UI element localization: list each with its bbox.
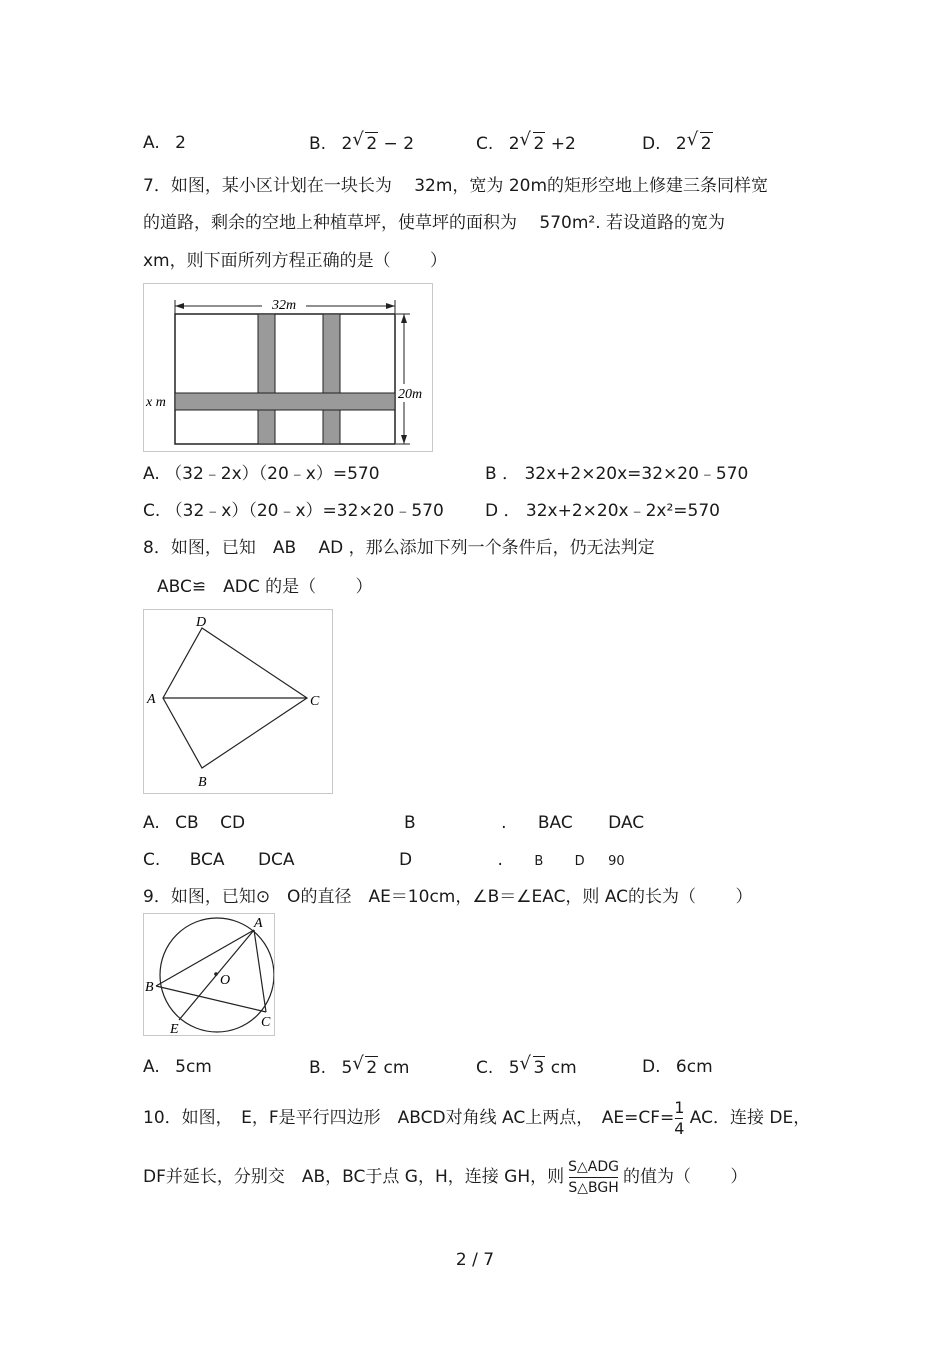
ratio-numerator: S△ADG (568, 1158, 619, 1175)
vertex-a-label: A (147, 692, 156, 707)
q10-line-2 (143, 1155, 747, 1199)
page-number: 2 / 7 (455, 1250, 495, 1270)
q10-line-1-tail: AC．连接 DE， (684, 1108, 811, 1128)
radicand: 3 (533, 1058, 545, 1078)
q9-line-1: 9．如图，已知⊙ O的直径 AE＝10cm，∠B＝∠EAC，则 AC的长为（ ） (143, 887, 753, 907)
option-label: A. (143, 1057, 160, 1077)
option-label: B. (309, 1058, 327, 1078)
option-coef: 2 (675, 134, 687, 154)
sqrt-expression: √ 3 (519, 1053, 545, 1078)
fraction-one-quarter (674, 1098, 684, 1139)
option-label: B (404, 813, 416, 833)
option-term: DAC (608, 813, 645, 833)
q10-line-1-text: 10．如图， E，F是平行四边形 ABCD对角线 AC上两点， AE=CF= (143, 1108, 675, 1128)
q6-option-b (309, 129, 415, 155)
option-coef: 2 (508, 134, 520, 154)
option-label: C. (476, 1058, 494, 1078)
option-label: D. (642, 1057, 661, 1077)
sqrt-expression: √ 2 (519, 129, 545, 154)
radicand: 2 (700, 134, 712, 154)
q6-option-c (476, 129, 576, 155)
option-label: D (399, 850, 413, 870)
q9-circle-figure (143, 913, 275, 1036)
rectangle-field (175, 314, 395, 444)
option-term: BCA (189, 850, 225, 870)
q7-line-2: 的道路，剩余的空地上种植草坪，使草坪的面积为 570m². 若设道路的宽为 (143, 213, 726, 233)
q7-option-c: C. （32﹣x）（20﹣x）=32×20﹣570 (143, 501, 444, 521)
label-xm: x m (146, 395, 166, 410)
q7-option-b: B ． 32x+2×20x=32×20﹣570 (485, 464, 749, 484)
point-b-label: B (145, 980, 154, 995)
q7-line-3: xm，则下面所列方程正确的是（ ） (143, 251, 448, 271)
option-term: BAC (537, 813, 573, 833)
vertex-d-label: D (196, 615, 207, 630)
q6-option-a (143, 132, 186, 154)
q8-option-c (143, 849, 295, 871)
option-label: C. (143, 850, 161, 870)
option-term: CB (175, 813, 199, 833)
q8-option-d (399, 849, 625, 873)
q10-line-1 (143, 1096, 810, 1140)
center-point (214, 972, 218, 976)
option-term: D (574, 854, 585, 869)
q8-option-a (143, 812, 245, 834)
radicand: 2 (533, 134, 545, 154)
option-value: 6cm (675, 1057, 713, 1077)
option-dot: . (497, 850, 503, 870)
option-tail: +2 (545, 134, 576, 154)
point-a-label: A (254, 916, 263, 931)
option-label: D. (642, 134, 661, 154)
option-label: B. (309, 134, 327, 154)
option-term: B (534, 854, 544, 869)
chord-bc (156, 986, 266, 1012)
option-value: 2 (175, 133, 186, 153)
q8-kite-figure (143, 609, 333, 794)
sqrt-expression: √ 2 (352, 1053, 378, 1078)
circle-diagram (144, 914, 274, 1035)
q7-line-1: 7．如图，某小区计划在一块长为 32m，宽为 20m的矩形空地上修建三条同样宽 (143, 176, 769, 196)
vertical-road-2 (323, 314, 340, 444)
q10-line-2-tail: 的值为（ ） (622, 1167, 748, 1187)
option-value: 5cm (175, 1057, 212, 1077)
vertical-road-1 (258, 314, 275, 444)
option-label: A. (143, 813, 160, 833)
option-tail: cm (545, 1058, 577, 1078)
option-coef: 5 (341, 1058, 353, 1078)
q7-option-a: A. （32﹣2x）（20﹣x）=570 (143, 464, 380, 484)
vertex-c-label: C (310, 694, 320, 709)
option-term: 90 (608, 854, 625, 869)
option-tail: cm (378, 1058, 410, 1078)
option-term: DCA (257, 850, 295, 870)
radicand: 2 (366, 134, 378, 154)
horizontal-road (175, 393, 395, 410)
label-20m: 20m (398, 387, 423, 402)
fraction-numerator: 1 (674, 1097, 685, 1117)
q7-option-d: D ． 32x+2×20x﹣2x²=570 (485, 501, 720, 521)
fraction-denominator: 4 (674, 1118, 685, 1138)
quadrilateral-diagram (144, 610, 332, 793)
q6-option-d (642, 129, 713, 155)
option-dot: . (501, 813, 507, 833)
chord-ab (156, 930, 254, 986)
vertex-b-label: B (198, 775, 207, 790)
q8-option-b (404, 812, 644, 834)
q9-option-b (309, 1053, 410, 1079)
q8-line-2: ABC≌ ADC 的是（ ） (157, 577, 373, 597)
label-32m: 32m (271, 298, 297, 313)
q9-option-a (143, 1056, 212, 1078)
option-label: C. (476, 134, 494, 154)
q8-line-1: 8．如图，已知 AB AD ，那么添加下列一个条件后，仍无法判定 (143, 538, 655, 558)
area-ratio-fraction (568, 1157, 619, 1198)
point-c-label: C (261, 1015, 271, 1030)
option-coef: 5 (508, 1058, 520, 1078)
sqrt-expression: √ 2 (686, 129, 712, 154)
q9-option-d (642, 1056, 713, 1078)
q10-line-2-text: DF并延长，分别交 AB，BC于点 G，H，连接 GH，则 (143, 1167, 565, 1187)
radicand: 2 (366, 1058, 378, 1078)
option-coef: 2 (341, 134, 353, 154)
road-diagram (144, 284, 432, 451)
option-tail: − 2 (378, 134, 415, 154)
point-e-label: E (170, 1022, 179, 1035)
sqrt-expression: √ 2 (352, 129, 378, 154)
ratio-denominator: S△BGH (568, 1179, 619, 1196)
point-o-label: O (220, 973, 231, 988)
option-term: CD (220, 813, 246, 833)
q9-option-c (476, 1053, 577, 1079)
q7-road-figure (143, 283, 433, 452)
option-label: A. (143, 133, 160, 153)
